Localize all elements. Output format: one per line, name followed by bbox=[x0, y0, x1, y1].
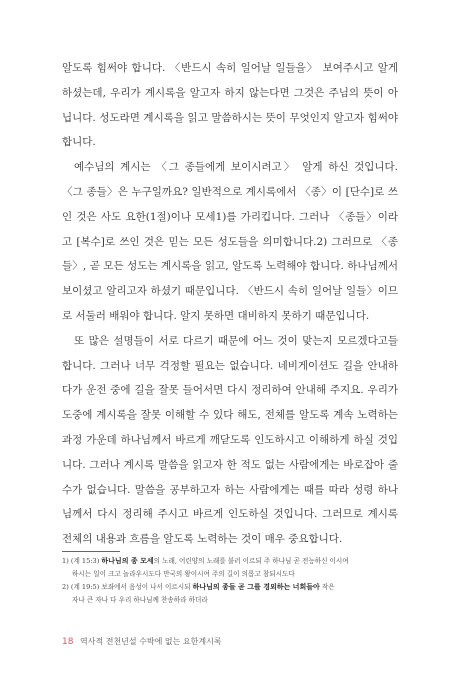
footnote-reference: (계 15:3) bbox=[70, 557, 102, 565]
footnote-continuation: 자나 큰 자나 다 우리 하나님께 찬송하라 하더라 bbox=[72, 596, 208, 604]
footnote-marker: 2) bbox=[62, 583, 69, 591]
page-number: 18 bbox=[62, 637, 74, 647]
footnote-text: 작은 bbox=[319, 583, 335, 591]
footnote-emphasis: 하나님의 종들 곧 그를 경외하는 너희들아 bbox=[192, 583, 320, 591]
footnote bbox=[62, 581, 402, 607]
footnote-continuation: 하시는 일이 크고 놀라우시도다 만국의 왕이시여 주의 길이 의롭고 참되시도다 bbox=[72, 570, 295, 578]
paragraph: 또 많은 설명들이 서로 다르기 때문에 어느 것이 맞는지 모르겠다고들 합니다. 그러나 너무 걱정할 필요는 없습니다. 네비게이션도 길을 안내하다가 운전 중에 길을 잘못 들어서면 다시 정리하여 안내해 주지요. 우리가 도중에 계시록을 잘못 이해할 수 있다 해도, 전체를 알도록 계속 노력하는 과정 가운데 하나님께서 바르게 깨닫도록 인도하시고 이해하게 하실 것입니다. 그러나 계시록 말씀을 읽고자 한 적도 없는 사람에게는 바로잡아 줄 수가 없습니다. 말씀을 공부하고자 하는 사람에게는 때를 따라 성령 하나님께서 다시 정리해 주시고 바르게 인도하실 것입니다. 그러므로 계시록 전체의 내용과 흐름을 알도록 노력하는 것이 매우 중요합니다. bbox=[62, 334, 398, 546]
footnote-divider bbox=[62, 551, 120, 552]
paragraph: 알도록 힘써야 합니다. 〈반드시 속히 일어날 일들을〉 보여주시고 알게 하셨는데, 우리가 계시록을 알고자 하지 않는다면 그것은 주님의 뜻이 아닙니다. 성도라면 계시록을 읽고 말씀하시는 뜻이 무엇인지 알고자 힘써야 합니다. bbox=[62, 62, 398, 149]
footnote-text: 의 노래, 어린양의 노래를 불러 이르되 주 하나님 곧 전능하신 이시여 bbox=[153, 557, 349, 565]
body-text bbox=[62, 56, 398, 552]
footnotes bbox=[62, 555, 402, 607]
footnote-marker: 1) bbox=[62, 557, 69, 565]
footnote-reference: (계 19:5) 보좌에서 음성이 나서 이르시되 bbox=[70, 583, 193, 591]
footnote bbox=[62, 555, 402, 581]
paragraph: 예수님의 계시는 〈그 종들에게 보이시려고〉 알게 하신 것입니다. 〈그 종들〉은 누구일까요? 일반적으로 계시록에서 〈종〉이 [단수]로 쓰인 것은 사도 요한(1절)이나 모세1)를 가리킵니다. 그러나 〈종들〉이라고 [복수]로 쓰인 것은 믿는 모든 성도들을 의미합니다.2) 그러므로 〈종들〉, 곧 모든 성도는 계시록을 읽고, 알도록 노력해야 합니다. 하나님께서 보이셨고 알리고자 하셨기 때문입니다. 〈반드시 속히 일어날 일들〉이므로 서둘러 배워야 합니다. 알지 못하면 대비하지 못하기 때문입니다. bbox=[62, 161, 398, 322]
footnote-emphasis: 하나님의 종 모세 bbox=[101, 557, 154, 565]
book-title: 역사적 전천년설 수박에 없는 요한계시록 bbox=[80, 637, 222, 646]
page-footer bbox=[62, 636, 222, 647]
